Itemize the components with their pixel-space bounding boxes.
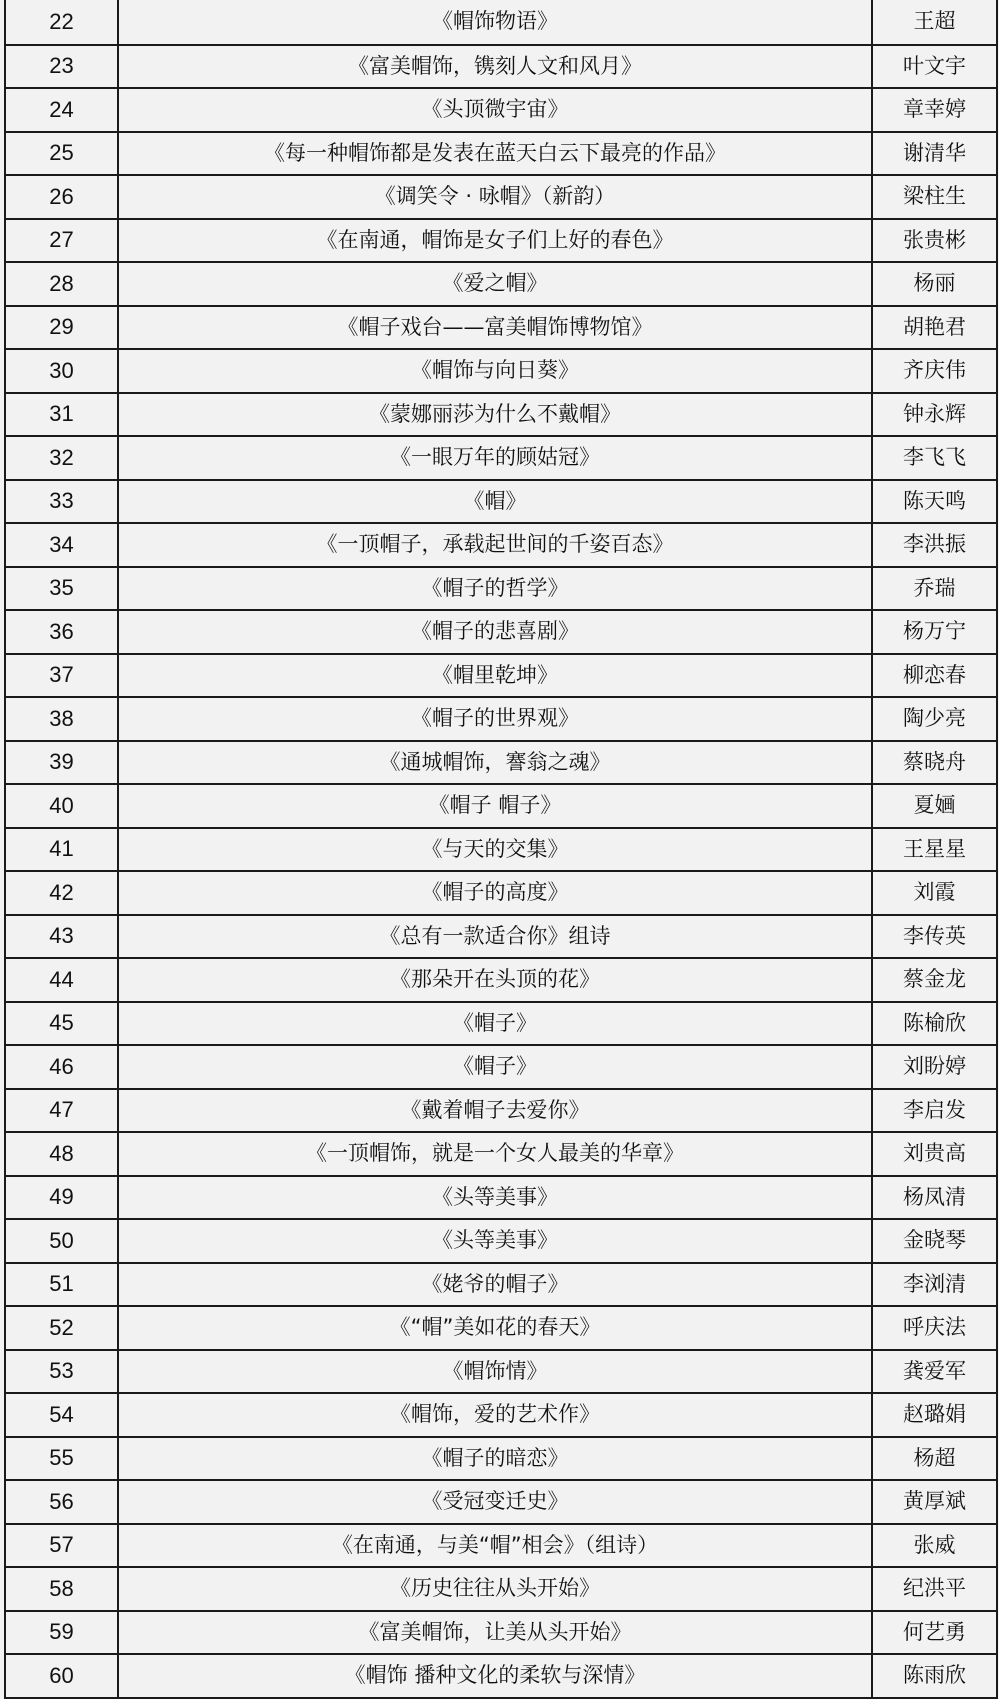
work-title: 《通城帽饰，謇翁之魂》 [119, 742, 873, 784]
author-name: 杨超 [913, 1445, 956, 1470]
work-title: 《调笑令 · 咏帽》（新韵） [119, 176, 873, 218]
work-title: 《与天的交集》 [119, 829, 873, 871]
table-row [6, 1436, 996, 1480]
table-row [6, 479, 996, 523]
entry-number: 27 [6, 220, 119, 262]
table-row [6, 392, 996, 436]
table-row [6, 1001, 996, 1045]
table-row [6, 1392, 996, 1436]
author-name: 黄厚斌 [903, 1489, 966, 1514]
author-name: 蔡金龙 [903, 967, 966, 992]
work-title: 《富美帽饰，让美从头开始》 [119, 1612, 873, 1654]
table-row [6, 1218, 996, 1262]
work-title: 《蒙娜丽莎为什么不戴帽》 [119, 394, 873, 436]
entry-number: 28 [6, 263, 119, 305]
table-row [6, 522, 996, 566]
author-name: 呼庆法 [903, 1315, 966, 1340]
entry-number: 44 [6, 959, 119, 1001]
author-name: 叶文宇 [903, 53, 966, 78]
work-title: 《受冠变迁史》 [119, 1481, 873, 1523]
author-name: 赵璐娟 [903, 1402, 966, 1427]
work-title: 《帽饰，爱的艺术作》 [119, 1394, 873, 1436]
table-row [6, 261, 996, 305]
work-title: 《帽饰与向日葵》 [119, 350, 873, 392]
work-title: 《帽子》 [119, 1046, 873, 1088]
entry-number: 58 [6, 1568, 119, 1610]
table-row [6, 1088, 996, 1132]
table-row [6, 1175, 996, 1219]
entry-number: 40 [6, 785, 119, 827]
author-name: 李传英 [903, 923, 966, 948]
table-row [6, 914, 996, 958]
entry-number: 54 [6, 1394, 119, 1436]
entry-number: 39 [6, 742, 119, 784]
table-row [6, 174, 996, 218]
author-name: 李洪振 [903, 532, 966, 557]
entry-number: 59 [6, 1612, 119, 1654]
entry-number: 41 [6, 829, 119, 871]
author-name: 梁柱生 [903, 184, 966, 209]
work-title: 《在南通，帽饰是女子们上好的春色》 [119, 220, 873, 262]
author-name: 纪洪平 [903, 1576, 966, 1601]
author-name: 张贵彬 [903, 227, 966, 252]
entry-number: 34 [6, 524, 119, 566]
author-name: 蔡晓舟 [903, 749, 966, 774]
works-table [4, 0, 998, 1699]
entry-number: 47 [6, 1090, 119, 1132]
entry-number: 22 [6, 0, 119, 44]
entry-number: 52 [6, 1307, 119, 1349]
author-name: 张威 [913, 1532, 956, 1557]
table-row [6, 1044, 996, 1088]
author-name: 杨丽 [913, 271, 956, 296]
entry-number: 50 [6, 1220, 119, 1262]
entry-number: 46 [6, 1046, 119, 1088]
entry-number: 36 [6, 611, 119, 653]
table-row [6, 957, 996, 1001]
work-title: 《那朵开在头顶的花》 [119, 959, 873, 1001]
work-title: 《帽》 [119, 481, 873, 523]
author-name: 陶少亮 [903, 706, 966, 731]
work-title: 《帽子戏台——富美帽饰博物馆》 [119, 307, 873, 349]
author-name: 王星星 [903, 836, 966, 861]
work-title: 《帽子的世界观》 [119, 698, 873, 740]
author-name: 杨万宁 [903, 619, 966, 644]
work-title: 《帽饰情》 [119, 1351, 873, 1393]
author-name: 刘盼婷 [903, 1054, 966, 1079]
entry-number: 55 [6, 1438, 119, 1480]
entry-number: 60 [6, 1655, 119, 1697]
work-title: 《一顶帽饰，就是一个女人最美的华章》 [119, 1133, 873, 1175]
author-name: 刘霞 [913, 880, 956, 905]
author-name: 杨凤清 [903, 1184, 966, 1209]
work-title: 《一眼万年的顾姑冠》 [119, 437, 873, 479]
table-row [6, 348, 996, 392]
table-row [6, 827, 996, 871]
work-title: 《每一种帽饰都是发表在蓝天白云下最亮的作品》 [119, 133, 873, 175]
entry-number: 51 [6, 1264, 119, 1306]
work-title: 《历史往往从头开始》 [119, 1568, 873, 1610]
table-row [6, 1566, 996, 1610]
author-name: 龚爱军 [903, 1358, 966, 1383]
table-row [6, 566, 996, 610]
entry-number: 42 [6, 872, 119, 914]
entry-number: 48 [6, 1133, 119, 1175]
work-title: 《帽子的高度》 [119, 872, 873, 914]
author-name: 王超 [913, 9, 956, 34]
work-title: 《头顶微宇宙》 [119, 89, 873, 131]
entry-number: 37 [6, 655, 119, 697]
work-title: 《在南通，与美“帽”相会》（组诗） [119, 1525, 873, 1567]
work-title: 《一顶帽子，承载起世间的千姿百态》 [119, 524, 873, 566]
work-title: 《头等美事》 [119, 1177, 873, 1219]
table-row [6, 1610, 996, 1654]
entry-number: 30 [6, 350, 119, 392]
work-title: 《爱之帽》 [119, 263, 873, 305]
entry-number: 45 [6, 1003, 119, 1045]
author-name: 夏婳 [913, 793, 956, 818]
entry-number: 43 [6, 916, 119, 958]
table-row [6, 1523, 996, 1567]
work-title: 《富美帽饰，镌刻人文和风月》 [119, 46, 873, 88]
entry-number: 38 [6, 698, 119, 740]
author-name: 钟永辉 [903, 401, 966, 426]
entry-number: 31 [6, 394, 119, 436]
entry-number: 23 [6, 46, 119, 88]
table-row [6, 696, 996, 740]
author-name: 柳恋春 [903, 662, 966, 687]
table-row [6, 740, 996, 784]
table-row [6, 305, 996, 349]
author-name: 章幸婷 [903, 97, 966, 122]
author-name: 李启发 [903, 1097, 966, 1122]
table-row [6, 1262, 996, 1306]
author-name: 陈榆欣 [903, 1010, 966, 1035]
table-row [6, 653, 996, 697]
work-title: 《戴着帽子去爱你》 [119, 1090, 873, 1132]
work-title: 《帽子 帽子》 [119, 785, 873, 827]
work-title: 《帽子的暗恋》 [119, 1438, 873, 1480]
work-title: 《总有一款适合你》组诗 [119, 916, 873, 958]
work-title: 《头等美事》 [119, 1220, 873, 1262]
author-name: 李飞飞 [903, 445, 966, 470]
author-name: 齐庆伟 [903, 358, 966, 383]
table-row [6, 870, 996, 914]
work-title: 《帽子》 [119, 1003, 873, 1045]
entry-number: 29 [6, 307, 119, 349]
work-title: 《“帽”美如花的春天》 [119, 1307, 873, 1349]
table-row [6, 0, 996, 44]
table-row [6, 435, 996, 479]
work-title: 《帽子的悲喜剧》 [119, 611, 873, 653]
entry-number: 56 [6, 1481, 119, 1523]
author-name: 李浏清 [903, 1271, 966, 1296]
table-row [6, 1349, 996, 1393]
table-row [6, 131, 996, 175]
entry-number: 53 [6, 1351, 119, 1393]
author-name: 何艺勇 [903, 1619, 966, 1644]
entry-number: 25 [6, 133, 119, 175]
entry-number: 49 [6, 1177, 119, 1219]
table-row [6, 783, 996, 827]
entry-number: 32 [6, 437, 119, 479]
entry-number: 57 [6, 1525, 119, 1567]
author-name: 陈雨欣 [903, 1663, 966, 1688]
author-name: 刘贵高 [903, 1141, 966, 1166]
entry-number: 26 [6, 176, 119, 218]
work-title: 《姥爷的帽子》 [119, 1264, 873, 1306]
author-name: 胡艳君 [903, 314, 966, 339]
table-row [6, 218, 996, 262]
table-row [6, 1305, 996, 1349]
author-name: 乔瑞 [913, 575, 956, 600]
table-row [6, 1653, 996, 1697]
author-name: 金晓琴 [903, 1228, 966, 1253]
work-title: 《帽子的哲学》 [119, 568, 873, 610]
table-row [6, 44, 996, 88]
author-name: 陈天鸣 [903, 488, 966, 513]
table-row [6, 1479, 996, 1523]
work-title: 《帽饰物语》 [119, 0, 873, 44]
table-row [6, 609, 996, 653]
author-name: 谢清华 [903, 140, 966, 165]
entry-number: 33 [6, 481, 119, 523]
work-title: 《帽里乾坤》 [119, 655, 873, 697]
table-row [6, 87, 996, 131]
entry-number: 24 [6, 89, 119, 131]
entry-number: 35 [6, 568, 119, 610]
work-title: 《帽饰 播种文化的柔软与深情》 [119, 1655, 873, 1697]
table-row [6, 1131, 996, 1175]
